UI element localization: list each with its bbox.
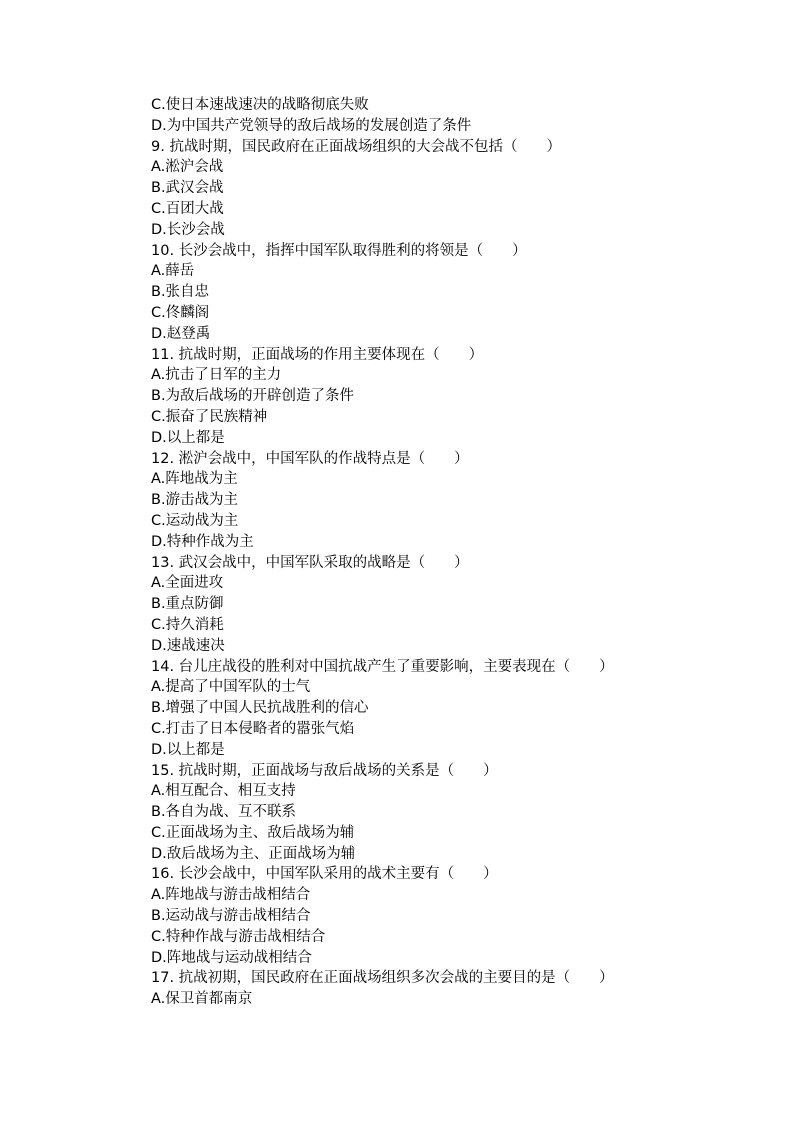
question-line: 15. 抗战时期，正面战场与敌后战场的关系是（ ） xyxy=(151,762,498,779)
question-line: 11. 抗战时期，正面战场的作用主要体现在（ ） xyxy=(151,346,484,363)
option-line: B.运动战与游击战相结合 xyxy=(151,908,311,925)
option-line: D.长沙会战 xyxy=(151,221,225,238)
option-line: B.张自忠 xyxy=(151,284,210,301)
option-line: D.敌后战场为主、正面战场为辅 xyxy=(151,845,356,862)
option-line: C.特种作战与游击战相结合 xyxy=(151,928,326,945)
option-line: A.阵地战与游击战相结合 xyxy=(151,887,311,904)
option-line: C.佟麟阁 xyxy=(151,304,210,321)
option-line: C.持久消耗 xyxy=(151,616,224,633)
option-line: B.各自为战、互不联系 xyxy=(151,804,297,821)
question-line: 16. 长沙会战中，中国军队采用的战术主要有（ ） xyxy=(151,866,498,883)
option-line: C.百团大战 xyxy=(151,200,224,217)
option-line: A.保卫首都南京 xyxy=(151,991,253,1008)
question-line: 10. 长沙会战中，指挥中国军队取得胜利的将领是（ ） xyxy=(151,242,527,259)
option-line: C.使日本速战速决的战略彻底失败 xyxy=(151,97,369,113)
option-line: B.武汉会战 xyxy=(151,180,224,197)
option-line: D.以上都是 xyxy=(151,429,225,446)
question-line: 14. 台儿庄战役的胜利对中国抗战产生了重要影响，主要表现在（ ） xyxy=(151,658,614,675)
option-line: C.运动战为主 xyxy=(151,512,239,529)
option-line: B.游击战为主 xyxy=(151,492,239,509)
option-line: A.全面进攻 xyxy=(151,575,224,592)
option-line: B.增强了中国人民抗战胜利的信心 xyxy=(151,700,369,717)
option-line: D.特种作战为主 xyxy=(151,533,254,550)
option-line: A.淞沪会战 xyxy=(151,159,224,176)
option-line: C.振奋了民族精神 xyxy=(151,408,268,425)
option-line: A.提高了中国军队的士气 xyxy=(151,679,311,696)
option-line: D.以上都是 xyxy=(151,741,225,758)
question-line: 12. 淞沪会战中，中国军队的作战特点是（ ） xyxy=(151,450,469,467)
option-line: C.正面战场为主、敌后战场为辅 xyxy=(151,824,355,841)
option-line: A.抗击了日军的主力 xyxy=(151,367,282,384)
question-line: 13. 武汉会战中，中国军队采取的战略是（ ） xyxy=(151,554,469,571)
option-line: C.打击了日本侵略者的嚣张气焰 xyxy=(151,720,355,737)
option-line: A.相互配合、相互支持 xyxy=(151,783,296,800)
option-line: D.速战速决 xyxy=(151,637,225,654)
document-page xyxy=(151,95,751,1010)
option-line: B.为敌后战场的开辟创造了条件 xyxy=(151,388,355,405)
option-line: D.赵登禹 xyxy=(151,325,211,342)
question-line: 17. 抗战初期，国民政府在正面战场组织多次会战的主要目的是（ ） xyxy=(151,970,614,987)
option-line: A.阵地战为主 xyxy=(151,471,238,488)
question-line: 9. 抗战时期，国民政府在正面战场组织的大会战不包括（ ） xyxy=(151,138,561,155)
option-line: B.重点防御 xyxy=(151,596,224,613)
option-line: D.为中国共产党领导的敌后战场的发展创造了条件 xyxy=(151,117,472,134)
option-line: A.薛岳 xyxy=(151,263,195,280)
option-line: D.阵地战与运动战相结合 xyxy=(151,949,312,966)
